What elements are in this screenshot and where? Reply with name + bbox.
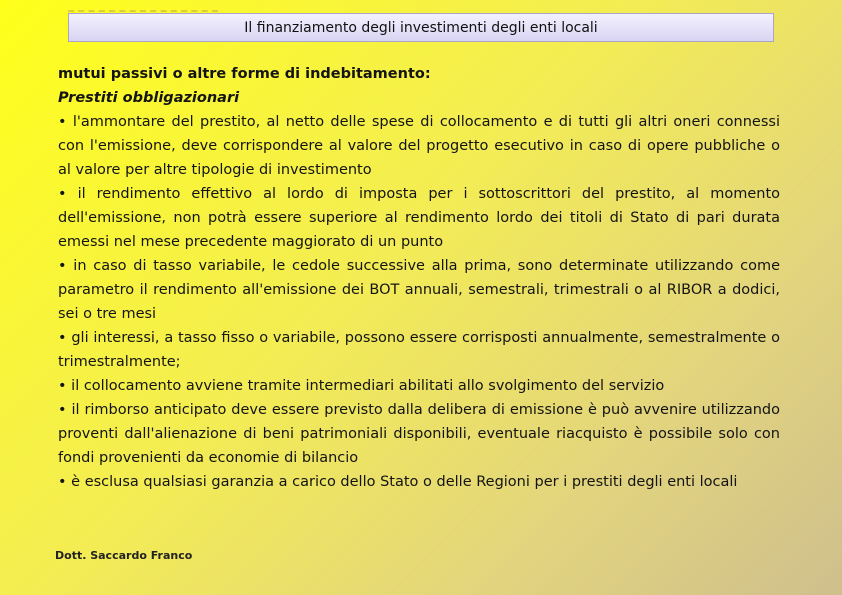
page-title: Il finanziamento degli investimenti degli enti locali	[244, 19, 598, 36]
author-credit: Dott. Saccardo Franco	[55, 549, 193, 562]
bullet-item: • il rimborso anticipato deve essere previsto dalla delibera di emissione è può avvenire utilizzando proventi dall'alienazione di beni patrimoniali disponibili, eventuale riacquisto è possibile solo con fondi provenienti da economie di bilancio	[58, 402, 780, 466]
bullet-item: • in caso di tasso variabile, le cedole successive alla prima, sono determinate utilizzando come parametro il rendimento all'emissione dei BOT annuali, semestrali, trimestrali o al RIBOR a dodici, sei o tre mesi	[58, 258, 780, 322]
bullet-item: • il collocamento avviene tramite intermediari abilitati allo svolgimento del servizio	[58, 378, 665, 394]
bullet-item: • è esclusa qualsiasi garanzia a carico dello Stato o delle Regioni per i prestiti degli enti locali	[58, 474, 738, 490]
bullet-item: • il rendimento effettivo al lordo di imposta per i sottoscrittori del prestito, al momento dell'emissione, non potrà essere superiore al rendimento lordo dei titoli di Stato di pari durata emessi nel mese precedente maggiorato di un punto	[58, 186, 780, 250]
decorative-dashed-line	[68, 10, 218, 12]
slide-content	[58, 62, 780, 494]
section-subheading: Prestiti obbligazionari	[58, 90, 240, 106]
title-bar	[68, 13, 774, 42]
bullet-item: • gli interessi, a tasso fisso o variabile, possono essere corrisposti annualmente, semestralmente o trimestralmente;	[58, 330, 780, 370]
section-heading: mutui passivi o altre forme di indebitamento:	[58, 66, 431, 82]
bullet-item: • l'ammontare del prestito, al netto delle spese di collocamento e di tutti gli altri oneri connessi con l'emissione, deve corrispondere al valore del progetto esecutivo in caso di opere pubbliche o al valore per altre tipologie di investimento	[58, 114, 780, 178]
